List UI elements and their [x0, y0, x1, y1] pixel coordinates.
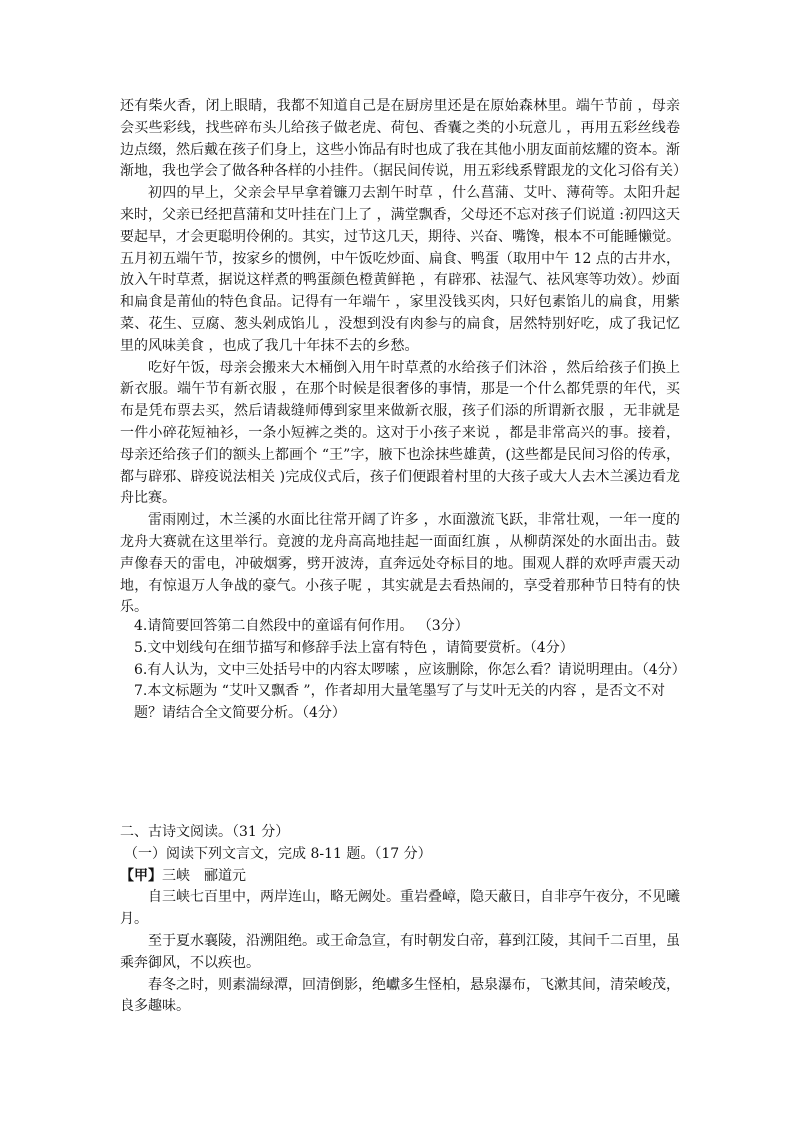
story-passage: [120, 96, 687, 619]
passage-title: 三峡 郦道元: [162, 867, 246, 884]
classical-reading-section: [120, 822, 680, 1018]
section-subtitle: （一）阅读下列文言文，完成 8-11 题。（17 分）: [124, 845, 432, 862]
classical-paragraph-1: 自三峡七百里中，两岸连山，略无阙处。重岩叠嶂，隐天蔽日，自非亭午夜分，不见曦月。: [120, 889, 680, 928]
passage-label: 【甲】: [120, 867, 162, 884]
question-4: 4.请简要回答第二自然段中的童谣有何作用。 （3分）: [134, 618, 469, 634]
story-paragraph-1: 还有柴火香，闭上眼睛，我都不知道自己是在厨房里还是在原始森林里。端午节前 ，母亲会买些彩线，找些碎布头儿给孩子做老虎、荷包、香囊之类的小玩意儿 ，再用五彩丝线卷边点缀，然后戴在孩子们身上，这些小饰品有时也成了我在其他小朋友面前炫耀的资本。渐渐地，我也学会了做各种各样的小挂件。（据民间传说，用五彩线系臂跟龙的文化习俗有关）: [120, 98, 687, 180]
classical-paragraph-3: 春冬之时，则素湍绿潭，回清倒影，绝巘多生怪柏，悬泉瀑布，飞漱其间，清荣峻茂，良多趣味。: [120, 976, 680, 1015]
story-paragraph-3: 吃好午饭，母亲会搬来大木桶倒入用午时草煮的水给孩子们沐浴 ，然后给孩子们换上新衣服。端午节有新衣服 ，在那个时候是很奢侈的事情，那是一个什么都凭票的年代，买布是凭布票去买，然后请裁缝师傅到家里来做新衣服，孩子们添的所谓新衣服 ，无非就是一件小碎花短袖衫，一条小短裤之类的。这对于小孩子来说 ，都是非常高兴的事。接着，母亲还给孩子们的额头上都画个 “王”字，腋下也涂抹些雄黄，(这些都是民间习俗的传承，都与辟邪、辟疫说法相关 )完成仪式后，孩子们便跟着村里的大孩子或大人去木兰溪边看龙舟比赛。: [120, 359, 680, 507]
story-paragraph-4: 雷雨刚过，木兰溪的水面比往常开阔了许多 ，水面激流飞跃，非常壮观，一年一度的龙舟大赛就在这里举行。竟渡的龙舟高高地挂起一面面红旗 ，从柳荫深处的水面出击。鼓声像春天的雷电，冲破烟雾，劈开波涛，直奔远处夺标目的地。围观人群的欢呼声震天动地，有惊退万人争战的豪气。小孩子呢 ，其实就是去看热闹的，享受着那种节日特有的快乐。: [120, 512, 680, 616]
question-list: [120, 616, 686, 725]
passage-heading: [120, 866, 680, 888]
question-7: 7.本文标题为 “艾叶又飘香 ”，作者却用大量笔墨写了与艾叶无关的内容 ，是否文不对题？请结合全文简要分析。（4分）: [134, 683, 666, 722]
story-paragraph-2: 初四的早上，父亲会早早拿着镰刀去割午时草 ，什么菖蒲、艾叶、薄荷等。太阳升起来时，父亲已经把菖蒲和艾叶挂在门上了 ，满堂飘香，父母还不忘对孩子们说道 :初四这天要起早，才会更聪明伶俐的。其实，过节这几天，期待、兴奋、嘴馋，根本不可能睡懒觉。五月初五端午节，按家乡的惯例，中午饭吃炒面、扁食、鸭蛋（取用中午 12 点的古井水，放入午时草煮，据说这样煮的鸭蛋颜色橙黄鲜艳 ，有辟邪、祛湿气、祛风寒等功效）。炒面和扁食是莆仙的特色食品。记得有一年端午 ，家里没钱买肉，只好包素馅儿的扁食，用紫菜、花生、豆腐、葱头剁成馅儿 ，没想到没有肉参与的扁食，居然特别好吃，成了我记忆里的风味美食 ，也成了我几十年抹不去的乡愁。: [120, 185, 680, 354]
classical-paragraph-2: 至于夏水襄陵，沿溯阻绝。或王命急宣，有时朝发白帝，暮到江陵，其间千二百里，虽乘奔御风，不以疾也。: [120, 932, 680, 971]
question-5: 5.文中划线句在细节描写和修辞手法上富有特色 ，请简要赏析。（4分）: [134, 639, 574, 656]
question-6: 6.有人认为，文中三处括号中的内容太啰嗦 ，应该删除，你怎么看？请说明理由。（4分）: [134, 661, 686, 678]
section-title: 二、古诗文阅读。（31 分）: [120, 824, 290, 840]
